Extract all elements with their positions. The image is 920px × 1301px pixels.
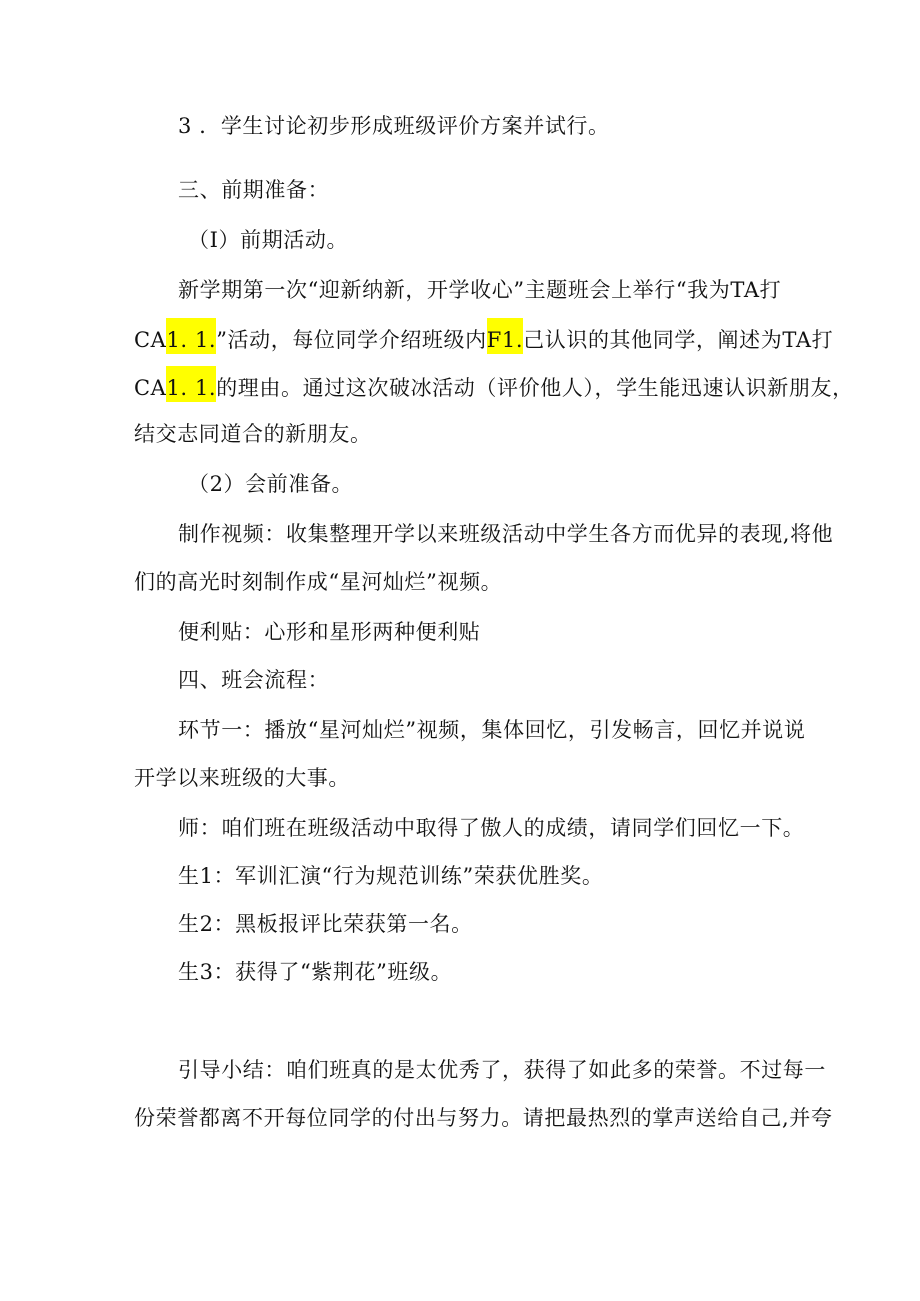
highlight-mark: F1. [487, 318, 523, 354]
paragraph-line: 环节一：播放“星河灿烂”视频，集体回忆，引发畅言，回忆并说说 [178, 718, 806, 742]
paragraph-line: 便利贴：心形和星形两种便利贴 [178, 620, 481, 644]
dialogue-line-teacher: 师：咱们班在班级活动中取得了傲人的成绩，请同学们回忆一下。 [178, 816, 805, 840]
text-run: 的理由。通过这次破冰活动（评价他人），学生能迅速认识新朋友， [216, 376, 854, 400]
list-item-3: 3 ．学生讨论初步形成班级评价方案并试行。 [178, 114, 610, 138]
text-run: 己认识的其他同学，阐述为TA打 [523, 328, 834, 352]
dialogue-line-student-1: 生1：军训汇演“行为规范训练”荣获优胜奖。 [178, 864, 604, 888]
paragraph-line: 开学以来班级的大事。 [134, 766, 350, 790]
highlight-mark: 1. 1. [166, 366, 216, 402]
dialogue-line-student-3: 生3：获得了“紫荆花”班级。 [178, 960, 453, 984]
subheading-meeting-prep: （2）会前准备。 [188, 472, 354, 496]
paragraph-line-highlighted [134, 326, 833, 354]
text-run: CA [134, 328, 167, 352]
paragraph-line: 新学期第一次“迎新纳新，开学收心”主题班会上举行“我为TA打 [178, 278, 782, 302]
paragraph-line: 们的高光时刻制作成“星河灿烂”视频。 [134, 570, 503, 594]
paragraph-line: 制作视频：收集整理开学以来班级活动中学生各方而优异的表现,将他 [178, 522, 834, 546]
paragraph-line-highlighted [134, 374, 854, 402]
highlight-mark: 1. 1. [166, 318, 216, 354]
paragraph-line: 份荣誉都离不开每位同学的付出与努力。请把最热烈的掌声送给自己,并夸 [134, 1106, 833, 1130]
section-heading-process: 四、班会流程： [178, 668, 330, 692]
subheading-early-activity: （I）前期活动。 [188, 228, 349, 252]
text-run: CA [134, 376, 167, 400]
section-heading-preparation: 三、前期准备： [178, 178, 330, 202]
dialogue-line-student-2: 生2：黑板报评比荣获第一名。 [178, 912, 473, 936]
text-run: ”活动，每位同学介绍班级内 [216, 328, 487, 352]
paragraph-line: 引导小结：咱们班真的是太优秀了，获得了如此多的荣誉。不过每一 [178, 1058, 826, 1082]
paragraph-line: 结交志同道合的新朋友。 [134, 422, 372, 446]
